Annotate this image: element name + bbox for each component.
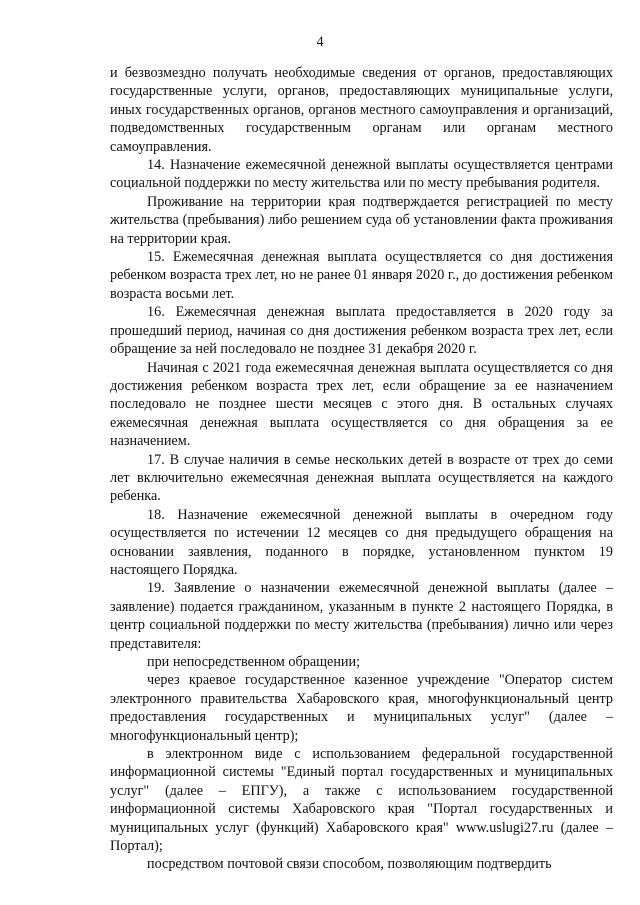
paragraph: 18. Назначение ежемесячной денежной выплаты в очередном году осуществляется по истечении 12 месяцев со дня предыдущего обращения на основании заявления, поданного в порядке, установленном пунктом 19 настоящего Порядка. (110, 506, 613, 578)
paragraph: 17. В случае наличия в семье нескольких детей в возрасте от трех до семи лет включительно ежемесячная денежная выплата осуществляется на каждого ребенка. (110, 451, 613, 505)
paragraph: Начиная с 2021 года ежемесячная денежная выплата осуществляется со дня достижения ребенком возраста трех лет, если обращение за ее назначением последовало не позднее шести месяцев с этого дня. В остальных случаях ежемесячная денежная выплата осуществляется со дня обращения за ее назначением. (110, 359, 613, 450)
paragraph: при непосредственном обращении; (147, 654, 361, 670)
paragraph: 16. Ежемесячная денежная выплата предоставляется в 2020 году за прошедший период, начиная со дня достижения ребенком возраста трех лет, если обращение за ней последовало не позднее 31 декабря 2020 г. (110, 304, 613, 358)
document-body (110, 64, 613, 874)
paragraph: Проживание на территории края подтверждается регистрацией по месту жительства (пребывания) либо решением суда об установлении факта проживания на территории края. (110, 193, 613, 247)
paragraph: и безвозмездно получать необходимые сведения от органов, предоставляющих государственные услуги, органов, предоставляющих муниципальные услуги, иных государственных органов, органов местного самоуправления и организаций, подведомственных государственным органам или органам местного самоуправления. (110, 65, 613, 155)
paragraph: через краевое государственное казенное учреждение "Оператор систем электронного правительства Хабаровского края, многофункциональный центр предоставления государственных и муниципальных услуг" (далее – многофункциональный центр); (110, 672, 613, 744)
paragraph: посредством почтовой связи способом, позволяющим подтвердить (147, 856, 552, 873)
page-number: 4 (316, 34, 324, 50)
paragraph: 19. Заявление о назначении ежемесячной денежной выплаты (далее – заявление) подается гражданином, указанным в пункте 2 настоящего Порядка, в центр социальной поддержки по месту жительства (пребывания) лично или через представителя: (110, 580, 613, 652)
paragraph: в электронном виде с использованием федеральной государственной информационной системы "Единый портал государственных и муниципальных услуг" (далее – ЕПГУ), а также с использованием государственной информационной системы Хабаровского края "Портал государственных и муниципальных услуг (функций) Хабаровского края" www.uslugi27.ru (далее – Портал); (110, 746, 613, 855)
paragraph: 14. Назначение ежемесячной денежной выплаты осуществляется центрами социальной поддержки по месту жительства или по месту пребывания родителя. (110, 157, 613, 192)
paragraph: 15. Ежемесячная денежная выплата осуществляется со дня достижения ребенком возраста трех лет, но не ранее 01 января 2020 г., до достижения ребенком возраста восьми лет. (110, 249, 613, 302)
